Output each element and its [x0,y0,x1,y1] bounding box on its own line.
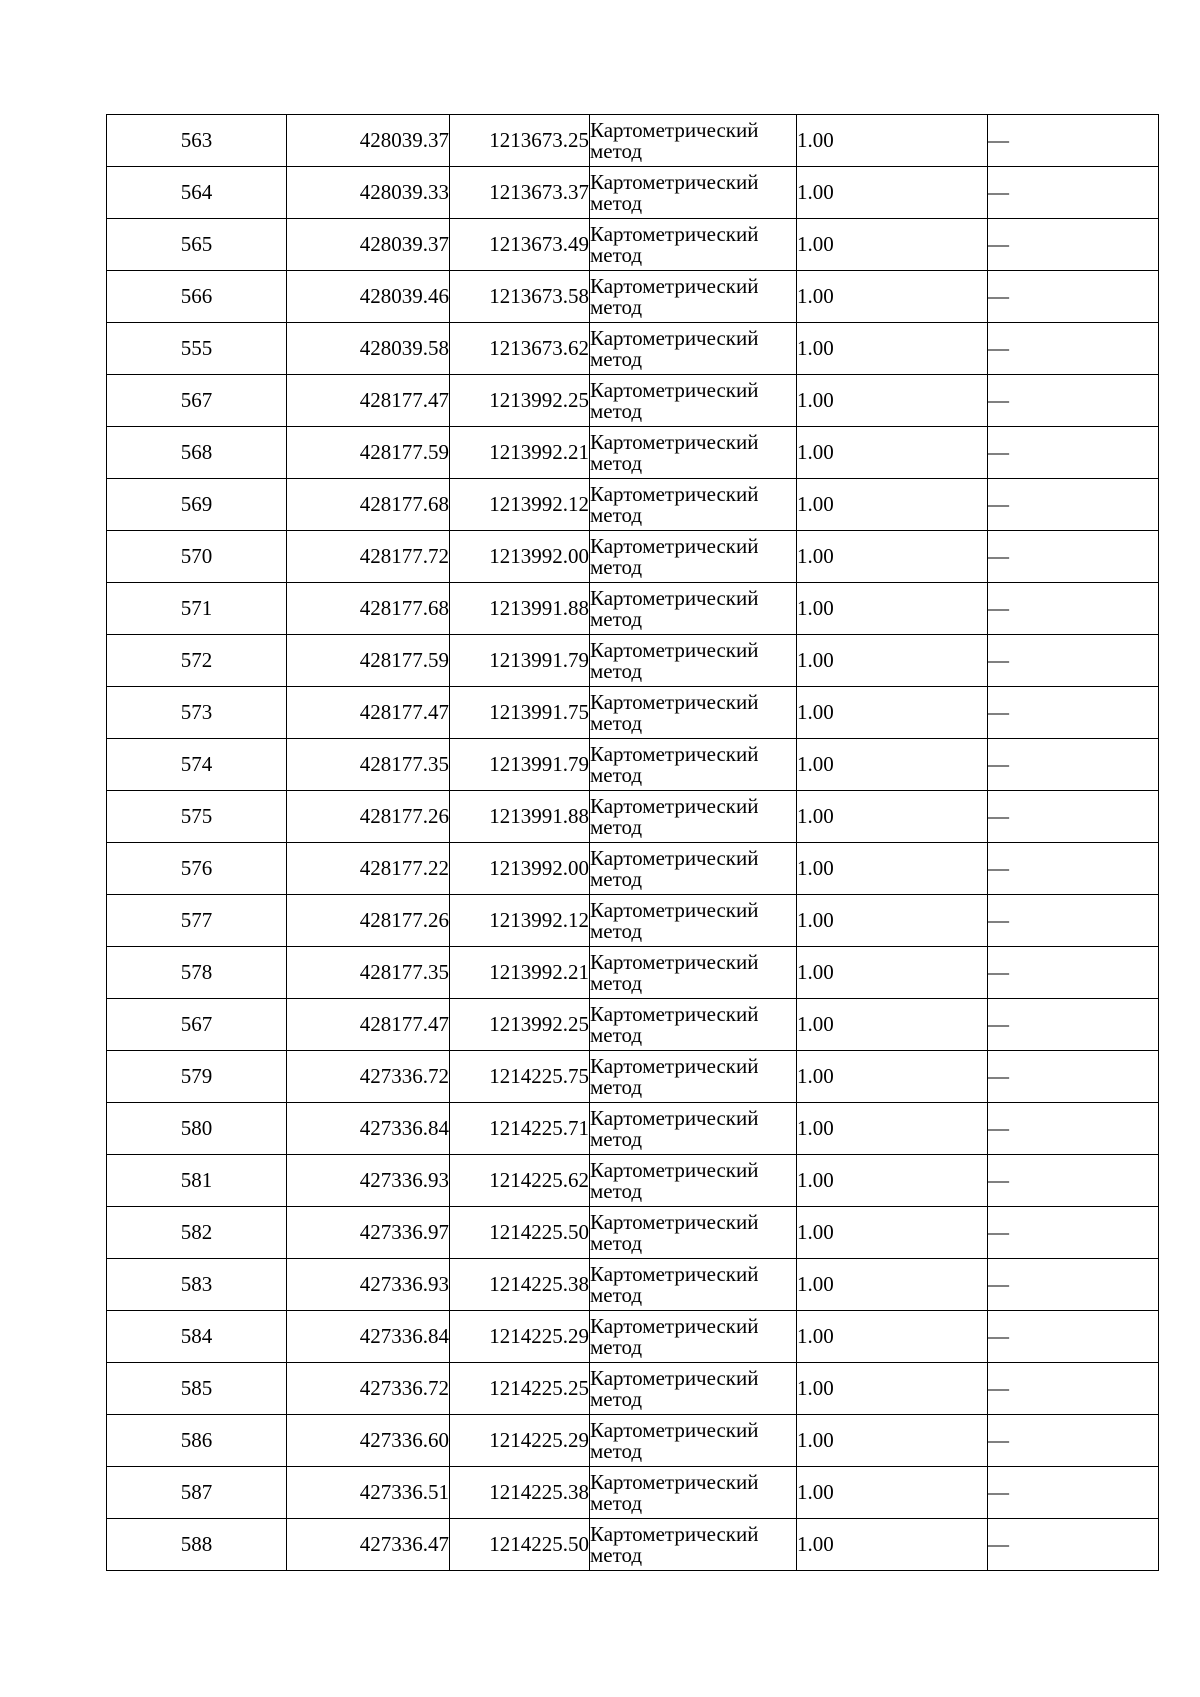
accuracy-cell: 1.00 [797,1051,988,1103]
method-line-1: Картометрический [590,1417,759,1442]
method-line-1: Картометрический [590,117,759,142]
point-number-cell: 582 [107,1207,287,1259]
description-cell [988,1207,1159,1259]
point-number-cell: 587 [107,1467,287,1519]
method-cell [590,1415,797,1467]
description-cell [988,739,1159,791]
method-cell [590,843,797,895]
method-line-2: метод [590,970,643,995]
accuracy-cell: 1.00 [797,531,988,583]
description-dash: — [988,1168,1009,1192]
accuracy-cell: 1.00 [797,1415,988,1467]
method-line-2: метод [590,398,643,423]
method-line-2: метод [590,502,643,527]
description-cell [988,271,1159,323]
x-coordinate-cell: 428039.33 [287,167,450,219]
method-line-1: Картометрический [590,585,759,610]
point-number-cell: 564 [107,167,287,219]
method-line-2: метод [590,554,643,579]
method-line-2: метод [590,1386,643,1411]
method-cell [590,219,797,271]
accuracy-cell: 1.00 [797,583,988,635]
x-coordinate-cell: 428177.68 [287,479,450,531]
description-cell [988,1363,1159,1415]
description-cell [988,791,1159,843]
y-coordinate-cell: 1213991.79 [450,739,590,791]
point-number-cell: 578 [107,947,287,999]
x-coordinate-cell: 427336.60 [287,1415,450,1467]
description-dash: — [988,648,1009,672]
description-dash: — [988,1428,1009,1452]
y-coordinate-cell: 1214225.29 [450,1415,590,1467]
accuracy-cell: 1.00 [797,167,988,219]
x-coordinate-cell: 428177.26 [287,791,450,843]
method-cell [590,583,797,635]
point-number-cell: 572 [107,635,287,687]
table-row [107,1519,1159,1571]
x-coordinate-cell: 427336.84 [287,1311,450,1363]
method-line-1: Картометрический [590,481,759,506]
description-cell [988,427,1159,479]
description-dash: — [988,1376,1009,1400]
method-cell [590,1155,797,1207]
method-cell [590,687,797,739]
description-dash: — [988,1116,1009,1140]
description-dash: — [988,596,1009,620]
x-coordinate-cell: 428177.35 [287,739,450,791]
description-cell [988,323,1159,375]
method-line-1: Картометрический [590,221,759,246]
method-cell [590,895,797,947]
table-row [107,583,1159,635]
description-cell [988,947,1159,999]
method-line-2: метод [590,1334,643,1359]
accuracy-cell: 1.00 [797,479,988,531]
description-dash: — [988,1220,1009,1244]
accuracy-cell: 1.00 [797,427,988,479]
description-cell [988,999,1159,1051]
point-number-cell: 571 [107,583,287,635]
description-dash: — [988,1324,1009,1348]
x-coordinate-cell: 428177.35 [287,947,450,999]
point-number-cell: 584 [107,1311,287,1363]
method-cell [590,1311,797,1363]
method-line-1: Картометрический [590,793,759,818]
table-row [107,635,1159,687]
method-line-2: метод [590,814,643,839]
description-dash: — [988,180,1009,204]
accuracy-cell: 1.00 [797,1155,988,1207]
table-row [107,999,1159,1051]
y-coordinate-cell: 1213673.25 [450,115,590,167]
x-coordinate-cell: 428177.59 [287,635,450,687]
y-coordinate-cell: 1213991.88 [450,583,590,635]
point-number-cell: 567 [107,999,287,1051]
accuracy-cell: 1.00 [797,1103,988,1155]
accuracy-cell: 1.00 [797,1207,988,1259]
y-coordinate-cell: 1213673.62 [450,323,590,375]
description-dash: — [988,700,1009,724]
description-dash: — [988,492,1009,516]
description-dash: — [988,908,1009,932]
description-dash: — [988,388,1009,412]
accuracy-cell: 1.00 [797,1363,988,1415]
method-line-1: Картометрический [590,1521,759,1546]
table-row [107,115,1159,167]
table-row [107,1415,1159,1467]
y-coordinate-cell: 1213992.00 [450,843,590,895]
table-row [107,791,1159,843]
table-row [107,895,1159,947]
method-cell [590,531,797,583]
description-cell [988,895,1159,947]
y-coordinate-cell: 1213991.88 [450,791,590,843]
y-coordinate-cell: 1214225.29 [450,1311,590,1363]
description-dash: — [988,1480,1009,1504]
y-coordinate-cell: 1213991.79 [450,635,590,687]
description-dash: — [988,856,1009,880]
table-row [107,375,1159,427]
method-line-1: Картометрический [590,1261,759,1286]
x-coordinate-cell: 428177.47 [287,687,450,739]
description-dash: — [988,1272,1009,1296]
point-number-cell: 569 [107,479,287,531]
x-coordinate-cell: 428039.46 [287,271,450,323]
table-row [107,1155,1159,1207]
accuracy-cell: 1.00 [797,999,988,1051]
method-line-1: Картометрический [590,377,759,402]
accuracy-cell: 1.00 [797,1467,988,1519]
point-number-cell: 576 [107,843,287,895]
method-line-2: метод [590,1126,643,1151]
description-cell [988,531,1159,583]
point-number-cell: 567 [107,375,287,427]
method-line-1: Картометрический [590,741,759,766]
x-coordinate-cell: 427336.93 [287,1155,450,1207]
y-coordinate-cell: 1213992.21 [450,947,590,999]
method-cell [590,739,797,791]
point-number-cell: 573 [107,687,287,739]
accuracy-cell: 1.00 [797,947,988,999]
table-row [107,947,1159,999]
method-line-1: Картометрический [590,1209,759,1234]
accuracy-cell: 1.00 [797,271,988,323]
point-number-cell: 568 [107,427,287,479]
x-coordinate-cell: 428177.26 [287,895,450,947]
description-cell [988,1415,1159,1467]
y-coordinate-cell: 1214225.38 [450,1259,590,1311]
x-coordinate-cell: 427336.72 [287,1363,450,1415]
method-line-1: Картометрический [590,533,759,558]
y-coordinate-cell: 1213673.37 [450,167,590,219]
table-row [107,1363,1159,1415]
method-line-1: Картометрический [590,1365,759,1390]
y-coordinate-cell: 1213673.49 [450,219,590,271]
x-coordinate-cell: 428177.47 [287,999,450,1051]
method-line-2: метод [590,1230,643,1255]
y-coordinate-cell: 1214225.75 [450,1051,590,1103]
method-cell [590,479,797,531]
method-cell [590,323,797,375]
description-dash: — [988,544,1009,568]
point-number-cell: 588 [107,1519,287,1571]
description-dash: — [988,752,1009,776]
method-line-2: метод [590,866,643,891]
description-dash: — [988,336,1009,360]
table-row [107,1103,1159,1155]
method-line-1: Картометрический [590,273,759,298]
point-number-cell: 586 [107,1415,287,1467]
method-line-1: Картометрический [590,1469,759,1494]
method-line-2: метод [590,1178,643,1203]
table-row [107,323,1159,375]
x-coordinate-cell: 427336.47 [287,1519,450,1571]
table-row [107,271,1159,323]
accuracy-cell: 1.00 [797,843,988,895]
x-coordinate-cell: 428177.68 [287,583,450,635]
table-row [107,1467,1159,1519]
description-cell [988,1519,1159,1571]
method-line-1: Картометрический [590,325,759,350]
method-line-2: метод [590,1022,643,1047]
method-cell [590,1259,797,1311]
method-line-1: Картометрический [590,1001,759,1026]
y-coordinate-cell: 1213673.58 [450,271,590,323]
method-line-1: Картометрический [590,897,759,922]
accuracy-cell: 1.00 [797,1519,988,1571]
description-cell [988,843,1159,895]
y-coordinate-cell: 1214225.50 [450,1207,590,1259]
table-row [107,1207,1159,1259]
method-line-2: метод [590,710,643,735]
method-cell [590,791,797,843]
table-row [107,1259,1159,1311]
accuracy-cell: 1.00 [797,687,988,739]
point-number-cell: 585 [107,1363,287,1415]
accuracy-cell: 1.00 [797,323,988,375]
point-number-cell: 577 [107,895,287,947]
method-line-2: метод [590,242,643,267]
table-row [107,531,1159,583]
accuracy-cell: 1.00 [797,219,988,271]
description-dash: — [988,440,1009,464]
point-number-cell: 565 [107,219,287,271]
point-number-cell: 583 [107,1259,287,1311]
description-cell [988,1259,1159,1311]
method-line-2: метод [590,1438,643,1463]
table-row [107,739,1159,791]
point-number-cell: 575 [107,791,287,843]
accuracy-cell: 1.00 [797,375,988,427]
point-number-cell: 574 [107,739,287,791]
method-line-1: Картометрический [590,429,759,454]
description-cell [988,1051,1159,1103]
coordinates-table-body [107,115,1159,1571]
x-coordinate-cell: 428177.22 [287,843,450,895]
method-line-1: Картометрический [590,949,759,974]
description-dash: — [988,804,1009,828]
method-cell [590,999,797,1051]
method-line-1: Картометрический [590,1313,759,1338]
description-cell [988,1103,1159,1155]
method-cell [590,427,797,479]
method-line-1: Картометрический [590,1053,759,1078]
method-line-2: метод [590,1282,643,1307]
y-coordinate-cell: 1213992.21 [450,427,590,479]
description-cell [988,583,1159,635]
method-line-2: метод [590,346,643,371]
point-number-cell: 580 [107,1103,287,1155]
y-coordinate-cell: 1213991.75 [450,687,590,739]
accuracy-cell: 1.00 [797,115,988,167]
method-line-1: Картометрический [590,637,759,662]
table-row [107,1051,1159,1103]
point-number-cell: 563 [107,115,287,167]
description-cell [988,167,1159,219]
method-cell [590,167,797,219]
description-cell [988,115,1159,167]
table-row [107,479,1159,531]
x-coordinate-cell: 428039.58 [287,323,450,375]
description-cell [988,479,1159,531]
point-number-cell: 566 [107,271,287,323]
description-dash: — [988,232,1009,256]
accuracy-cell: 1.00 [797,739,988,791]
method-line-2: метод [590,294,643,319]
description-dash: — [988,284,1009,308]
method-line-2: метод [590,450,643,475]
table-row [107,687,1159,739]
method-line-2: метод [590,762,643,787]
x-coordinate-cell: 427336.84 [287,1103,450,1155]
method-line-2: метод [590,918,643,943]
accuracy-cell: 1.00 [797,895,988,947]
x-coordinate-cell: 427336.72 [287,1051,450,1103]
method-cell [590,1207,797,1259]
description-cell [988,1155,1159,1207]
table-row [107,1311,1159,1363]
y-coordinate-cell: 1214225.62 [450,1155,590,1207]
method-cell [590,1051,797,1103]
description-dash: — [988,1012,1009,1036]
x-coordinate-cell: 428177.72 [287,531,450,583]
y-coordinate-cell: 1213992.25 [450,999,590,1051]
description-dash: — [988,960,1009,984]
method-line-1: Картометрический [590,689,759,714]
method-line-2: метод [590,1542,643,1567]
accuracy-cell: 1.00 [797,1311,988,1363]
method-cell [590,271,797,323]
method-cell [590,375,797,427]
y-coordinate-cell: 1213992.00 [450,531,590,583]
accuracy-cell: 1.00 [797,791,988,843]
method-line-2: метод [590,138,643,163]
accuracy-cell: 1.00 [797,1259,988,1311]
method-cell [590,115,797,167]
method-cell [590,1467,797,1519]
method-line-1: Картометрический [590,1105,759,1130]
x-coordinate-cell: 428177.47 [287,375,450,427]
x-coordinate-cell: 427336.93 [287,1259,450,1311]
method-line-1: Картометрический [590,169,759,194]
table-row [107,843,1159,895]
x-coordinate-cell: 428039.37 [287,115,450,167]
y-coordinate-cell: 1213992.25 [450,375,590,427]
point-number-cell: 579 [107,1051,287,1103]
method-line-2: метод [590,1074,643,1099]
coordinates-table [106,114,1159,1571]
y-coordinate-cell: 1214225.71 [450,1103,590,1155]
method-cell [590,1103,797,1155]
y-coordinate-cell: 1213992.12 [450,895,590,947]
y-coordinate-cell: 1213992.12 [450,479,590,531]
method-line-1: Картометрический [590,845,759,870]
description-cell [988,1311,1159,1363]
description-cell [988,375,1159,427]
method-line-2: метод [590,1490,643,1515]
point-number-cell: 555 [107,323,287,375]
accuracy-cell: 1.00 [797,635,988,687]
y-coordinate-cell: 1214225.25 [450,1363,590,1415]
x-coordinate-cell: 428177.59 [287,427,450,479]
description-cell [988,635,1159,687]
description-cell [988,219,1159,271]
table-row [107,167,1159,219]
method-line-2: метод [590,606,643,631]
method-line-2: метод [590,658,643,683]
description-dash: — [988,1532,1009,1556]
description-dash: — [988,128,1009,152]
x-coordinate-cell: 427336.97 [287,1207,450,1259]
method-line-2: метод [590,190,643,215]
method-cell [590,1519,797,1571]
method-cell [590,947,797,999]
y-coordinate-cell: 1214225.38 [450,1467,590,1519]
point-number-cell: 570 [107,531,287,583]
description-cell [988,1467,1159,1519]
table-row [107,219,1159,271]
x-coordinate-cell: 427336.51 [287,1467,450,1519]
method-cell [590,1363,797,1415]
point-number-cell: 581 [107,1155,287,1207]
description-cell [988,687,1159,739]
y-coordinate-cell: 1214225.50 [450,1519,590,1571]
method-line-1: Картометрический [590,1157,759,1182]
method-cell [590,635,797,687]
table-row [107,427,1159,479]
x-coordinate-cell: 428039.37 [287,219,450,271]
description-dash: — [988,1064,1009,1088]
